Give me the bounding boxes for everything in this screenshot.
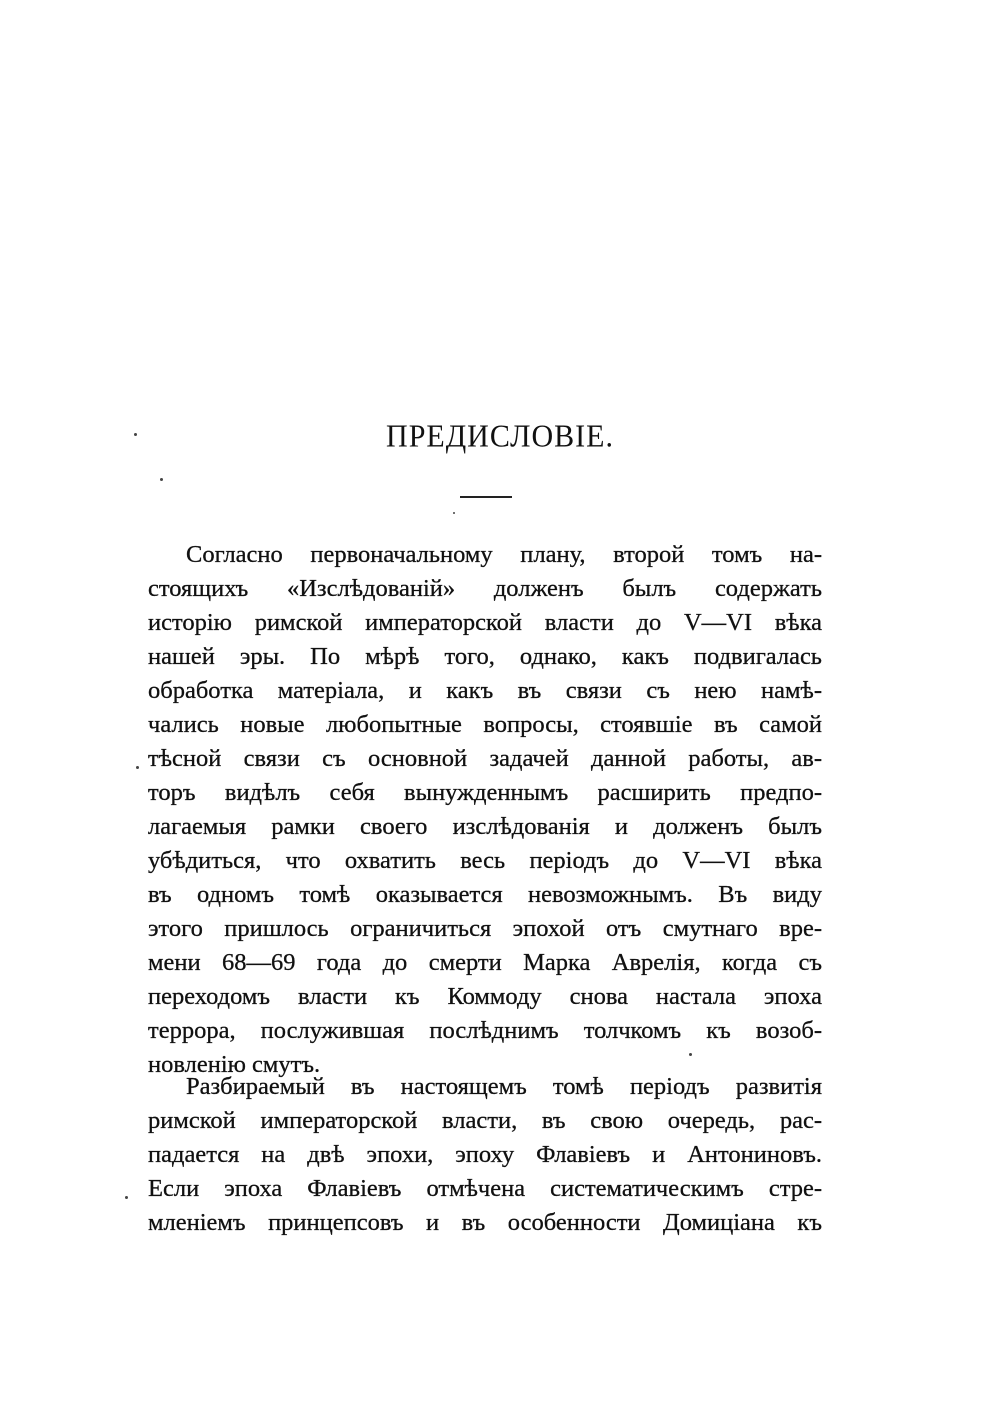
text-line: Если эпоха Флавіевъ отмѣчена систематическимъ стре- — [148, 1175, 822, 1202]
text-line: террора, послужившая послѣднимъ толчкомъ къ возоб- — [148, 1017, 822, 1044]
scan-speck — [689, 1053, 692, 1056]
scan-speck — [136, 766, 139, 769]
scan-speck — [125, 1196, 128, 1199]
text-line: Согласно первоначальному плану, второй томъ на- — [186, 541, 822, 568]
text-line: мленіемъ принцепсовъ и въ особенности Домиціана къ — [148, 1209, 822, 1236]
text-line: падается на двѣ эпохи, эпоху Флавіевъ и Антониновъ. — [148, 1141, 822, 1168]
text-line: лагаемыя рамки своего изслѣдованія и долженъ былъ — [148, 813, 822, 840]
text-line: убѣдиться, что охватить весь періодъ до V—VI вѣка — [148, 847, 822, 874]
scan-speck — [134, 433, 137, 436]
text-line: мени 68—69 года до смерти Марка Аврелія, когда съ — [148, 949, 822, 976]
text-line: новленію смутъ. — [148, 1051, 321, 1078]
text-line: Разбираемый въ настоящемъ томѣ періодъ развитія — [186, 1073, 822, 1100]
text-line: римской императорской власти, въ свою очередь, рас- — [148, 1107, 822, 1134]
text-line: въ одномъ томѣ оказывается невозможнымъ. Въ виду — [148, 881, 822, 908]
text-line: исторію римской императорской власти до V—VI вѣка — [148, 609, 822, 636]
text-line: обработка матеріала, и какъ въ связи съ нею намѣ- — [148, 677, 822, 704]
text-line: чались новые любопытные вопросы, стоявшіе въ самой — [148, 711, 822, 738]
page-title: ПРЕДИСЛОВІЕ. — [386, 419, 614, 454]
text-line: тѣсной связи съ основной задачей данной работы, ав- — [148, 745, 822, 772]
scan-speck — [453, 512, 455, 514]
text-line: стоящихъ «Изслѣдованій» долженъ былъ содержать — [148, 575, 822, 602]
scan-speck — [160, 478, 163, 481]
text-line: этого пришлось ограничиться эпохой отъ смутнаго вре- — [148, 915, 822, 942]
text-line: переходомъ власти къ Коммоду снова настала эпоха — [148, 983, 822, 1010]
title-divider — [460, 496, 512, 498]
text-line: нашей эры. По мѣрѣ того, однако, какъ подвигалась — [148, 643, 822, 670]
text-line: торъ видѣлъ себя вынужденнымъ расширить предпо- — [148, 779, 822, 806]
